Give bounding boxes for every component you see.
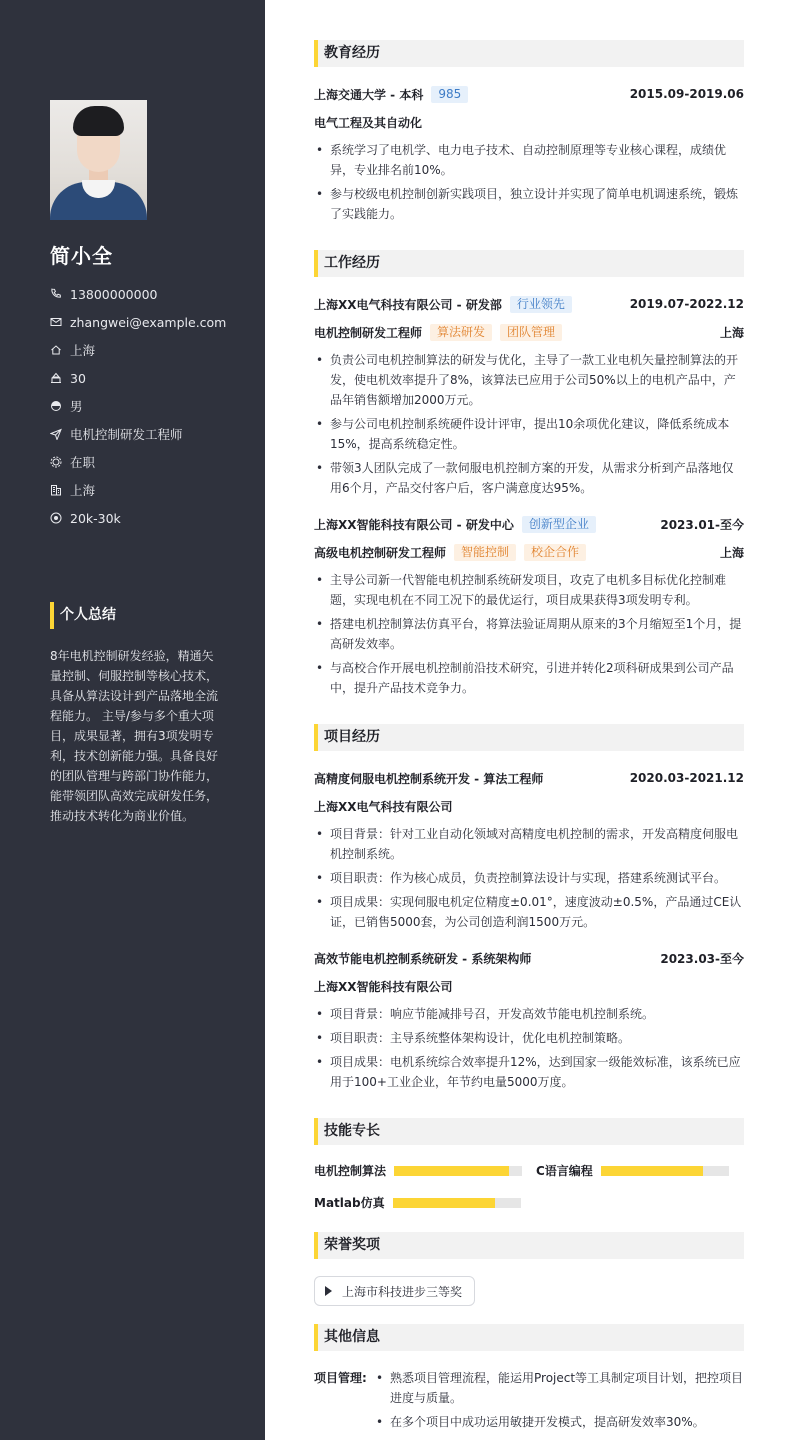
project-company: 上海XX智能科技有限公司	[314, 979, 453, 994]
skill-name: C语言编程	[536, 1164, 593, 1178]
gender-icon	[50, 400, 62, 412]
job-bullets	[314, 570, 744, 702]
info-age: 30	[50, 364, 250, 392]
list-item: • 与高校合作开展电机控制前沿技术研究，引进并转化2项科研成果到公司产品中，提升产品技术竞争力。	[314, 658, 744, 698]
job-city: 上海	[719, 545, 744, 560]
job-company: 上海XX智能科技有限公司 - 研发中心	[314, 517, 514, 532]
list-item: • 在多个项目中成功运用敏捷开发模式，提高研发效率30%。	[374, 1412, 744, 1432]
info-salary: 20k-30k	[50, 504, 250, 532]
education-major-row	[314, 112, 744, 132]
summary-text: 8年电机控制研发经验，精通矢量控制、伺服控制等核心技术，具备从算法设计到产品落地全流程能力。 主导/参与多个重大项目，成果显著，拥有3项发明专利，技术创新能力强。具备良好的团队管理与跨部门协作能力，能带领团队高效完成研发任务，推动技术转化为商业价值。	[50, 649, 219, 823]
list-item: • 参与公司电机控制系统硬件设计评审，提出10余项优化建议，降低系统成本15%，提高系统稳定性。	[314, 414, 744, 454]
project-bullets	[314, 1004, 744, 1096]
project-name: 高精度伺服电机控制系统开发 - 算法工程师	[314, 771, 544, 786]
send-icon	[50, 428, 62, 440]
info-work-city: 上海	[50, 476, 250, 504]
education-header	[314, 84, 744, 104]
info-phone: 13800000000	[50, 280, 250, 308]
education-major: 电气工程及其自动化	[314, 115, 423, 130]
school-name: 上海交通大学 - 本科	[314, 87, 424, 102]
list-item: • 项目背景：针对工业自动化领域对高精度电机控制的需求，开发高精度伺服电机控制系统。	[314, 824, 744, 864]
skill-level-bar	[601, 1166, 729, 1176]
info-email: zhangwei@example.com	[50, 308, 250, 336]
skill-level-fill	[394, 1166, 509, 1176]
section-title-honors: 荣誉奖项	[314, 1232, 744, 1259]
education-bullets	[314, 140, 744, 228]
info-position: 电机控制研发工程师	[50, 420, 250, 448]
info-status: 在职	[50, 448, 250, 476]
job-date: 2023.01-至今	[660, 517, 744, 532]
job-city: 上海	[719, 325, 744, 340]
skill-level-fill	[601, 1166, 703, 1176]
section-title-projects: 项目经历	[314, 724, 744, 751]
list-item: • 主导公司新一代智能电机控制系统研发项目，攻克了电机多目标优化控制难题，实现电机在不同工况下的最优运行，项目成果获得3项发明专利。	[314, 570, 744, 610]
skill-item	[314, 1194, 521, 1211]
info-gender: 男	[50, 392, 250, 420]
job-company: 上海XX电气科技有限公司 - 研发部	[314, 297, 502, 312]
project-company: 上海XX电气科技有限公司	[314, 799, 453, 814]
company-tag: 创新型企业	[522, 516, 596, 533]
school-tag: 985	[431, 86, 468, 103]
profile-photo	[50, 100, 147, 220]
skill-item	[536, 1162, 729, 1179]
job-header	[314, 294, 744, 314]
project-header	[314, 948, 744, 968]
phone-icon	[50, 288, 62, 300]
info-location: 上海	[50, 336, 250, 364]
section-title-work: 工作经历	[314, 250, 744, 277]
list-item: • 熟悉项目管理流程，能运用Project等工具制定项目计划，把控项目进度与质量。	[374, 1368, 744, 1408]
job-role: 高级电机控制研发工程师	[314, 545, 447, 560]
list-item: • 项目职责：主导系统整体架构设计，优化电机控制策略。	[314, 1028, 744, 1048]
award-name: 上海市科技进步三等奖	[342, 1284, 463, 1299]
candidate-name: 简小全	[50, 244, 113, 268]
other-label: 项目管理:	[314, 1371, 367, 1385]
project-company-row	[314, 796, 744, 816]
list-item: • 系统学习了电机学、电力电子技术、自动控制原理等专业核心课程，成绩优异，专业排名前10%。	[314, 140, 744, 180]
section-title-other: 其他信息	[314, 1324, 744, 1351]
building-icon	[50, 484, 62, 496]
project-date: 2023.03-至今	[660, 951, 744, 966]
job-role: 电机控制研发工程师	[314, 325, 423, 340]
list-item: • 搭建电机控制算法仿真平台，将算法验证周期从原来的3个月缩短至1个月，提高研发效率。	[314, 614, 744, 654]
skill-level-bar	[394, 1166, 522, 1176]
sidebar	[0, 0, 265, 1440]
project-company-row	[314, 976, 744, 996]
section-title-education: 教育经历	[314, 40, 744, 67]
list-item: • 项目成果：电机系统综合效率提升12%，达到国家一级能效标准，该系统已应用于100+工业企业，年节约电量5000万度。	[314, 1052, 744, 1092]
role-tag: 校企合作	[524, 544, 586, 561]
skill-level-fill	[393, 1198, 495, 1208]
project-name: 高效节能电机控制系统研发 - 系统架构师	[314, 951, 532, 966]
status-icon	[50, 456, 62, 468]
job-role-row	[314, 542, 744, 562]
skill-item	[314, 1162, 522, 1179]
list-item: • 带领3人团队完成了一款伺服电机控制方案的开发，从需求分析到产品落地仅用6个月，产品交付客户后，客户满意度达95%。	[314, 458, 744, 498]
job-header	[314, 514, 744, 534]
skill-name: 电机控制算法	[314, 1164, 387, 1178]
play-triangle-icon	[325, 1286, 332, 1296]
other-bullets	[374, 1368, 744, 1436]
company-tag: 行业领先	[510, 296, 572, 313]
skill-level-bar	[393, 1198, 521, 1208]
summary-heading: 个人总结	[50, 602, 116, 629]
job-date: 2019.07-2022.12	[629, 297, 744, 311]
project-date: 2020.03-2021.12	[629, 771, 744, 785]
home-icon	[50, 344, 62, 356]
project-header	[314, 768, 744, 788]
role-tag: 算法研发	[430, 324, 492, 341]
section-title-skills: 技能专长	[314, 1118, 744, 1145]
list-item: • 参与校级电机控制创新实践项目，独立设计并实现了简单电机调速系统，锻炼了实践能力。	[314, 184, 744, 224]
job-role-row	[314, 322, 744, 342]
list-item: • 项目背景：响应节能减排号召，开发高效节能电机控制系统。	[314, 1004, 744, 1024]
project-bullets	[314, 824, 744, 936]
mail-icon	[50, 316, 62, 328]
list-item: • 项目职责：作为核心成员，负责控制算法设计与实现，搭建系统测试平台。	[314, 868, 744, 888]
skill-name: Matlab仿真	[314, 1196, 385, 1210]
list-item: • 负责公司电机控制算法的研发与优化，主导了一款工业电机矢量控制算法的开发，使电机效率提升了8%，该算法已应用于公司50%以上的电机产品中，产品年销售额增加2000万元。	[314, 350, 744, 410]
role-tag: 团队管理	[500, 324, 562, 341]
education-date: 2015.09-2019.06	[629, 87, 744, 101]
job-bullets	[314, 350, 744, 502]
list-item: • 项目成果：实现伺服电机定位精度±0.01°，速度波动±0.5%，产品通过CE认证，已销售5000套，为公司创造利润1500万元。	[314, 892, 744, 932]
role-tag: 智能控制	[454, 544, 516, 561]
age-icon	[50, 372, 62, 384]
award-item[interactable]	[314, 1276, 475, 1306]
salary-icon	[50, 512, 62, 524]
contact-info-list	[50, 280, 250, 532]
